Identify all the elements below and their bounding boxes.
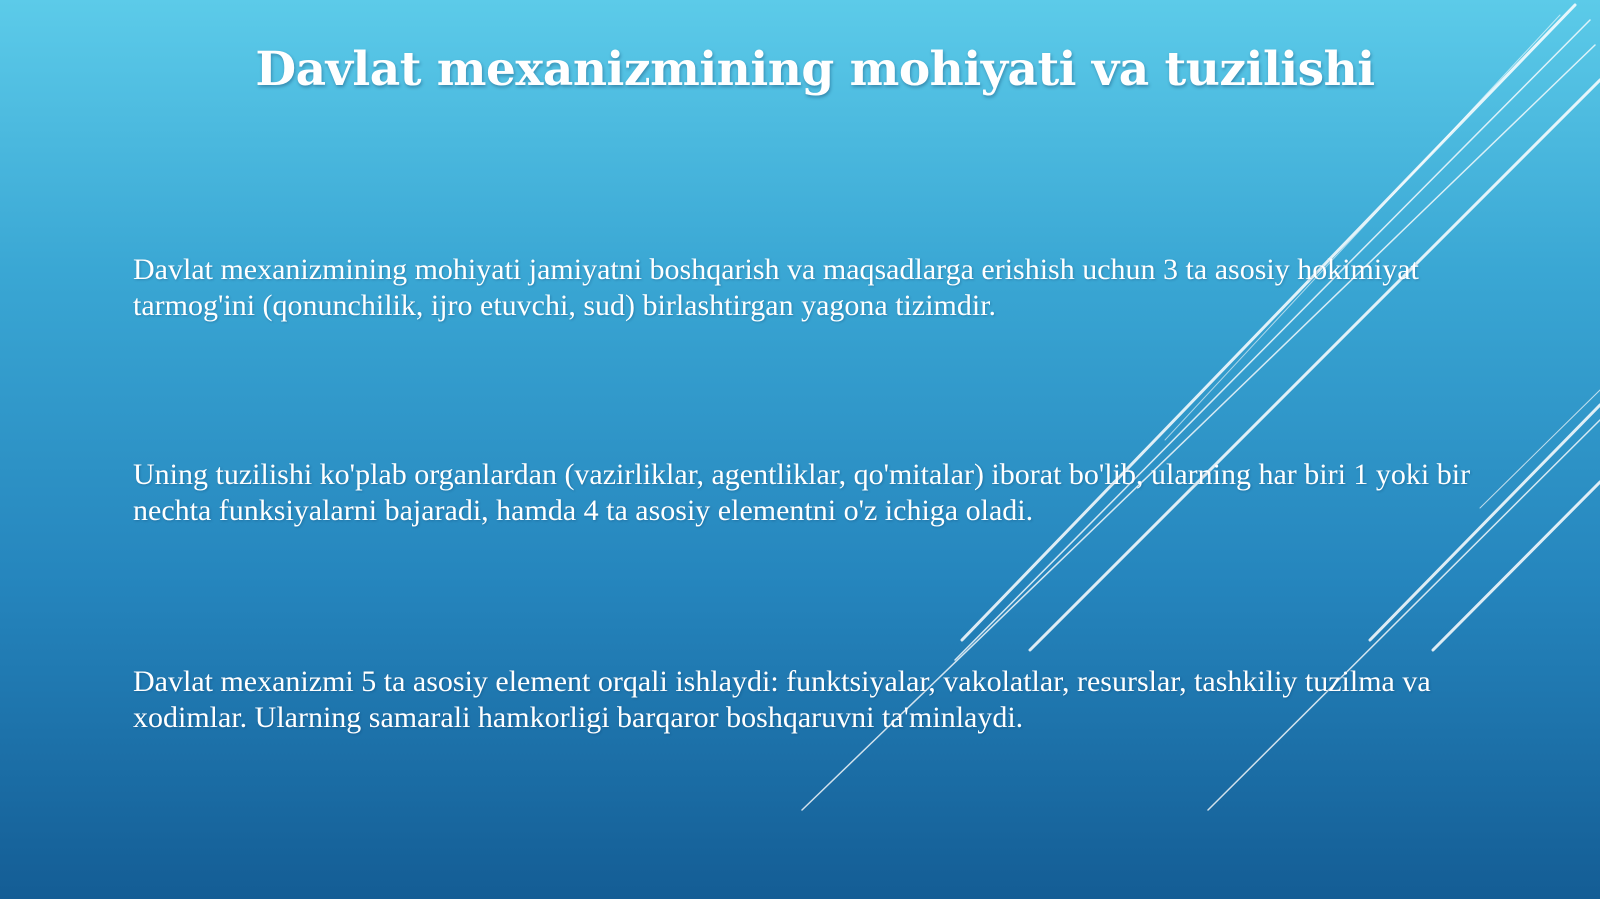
- decor-line: [1030, 80, 1600, 650]
- paragraph-elements: Davlat mexanizmi 5 ta asosiy element orqali ishlaydi: funktsiyalar, vakolatlar, resurslar, tashkiliy tuzilma va xodimlar. Ularning samarali hamkorligi barqaror boshqaruvni ta'minlaydi.: [133, 665, 1431, 734]
- slide-title: Davlat mexanizmining mohiyati va tuzilishi: [255, 42, 1375, 97]
- decor-line: [955, 20, 1590, 660]
- paragraph-essence: Davlat mexanizmining mohiyati jamiyatni boshqarish va maqsadlarga erishish uchun 3 ta asosiy hokimiyat tarmog'ini (qonunchilik, ijro etuvchi, sud) birlashtirgan yagona tizimdir.: [133, 253, 1419, 322]
- paragraph-structure: Uning tuzilishi ko'plab organlardan (vazirliklar, agentliklar, qo'mitalar) iborat bo'lib, ularning har biri 1 yoki bir nechta funksiyalarni bajaradi, hamda 4 ta asosiy elementni o'z ichiga oladi.: [133, 458, 1471, 527]
